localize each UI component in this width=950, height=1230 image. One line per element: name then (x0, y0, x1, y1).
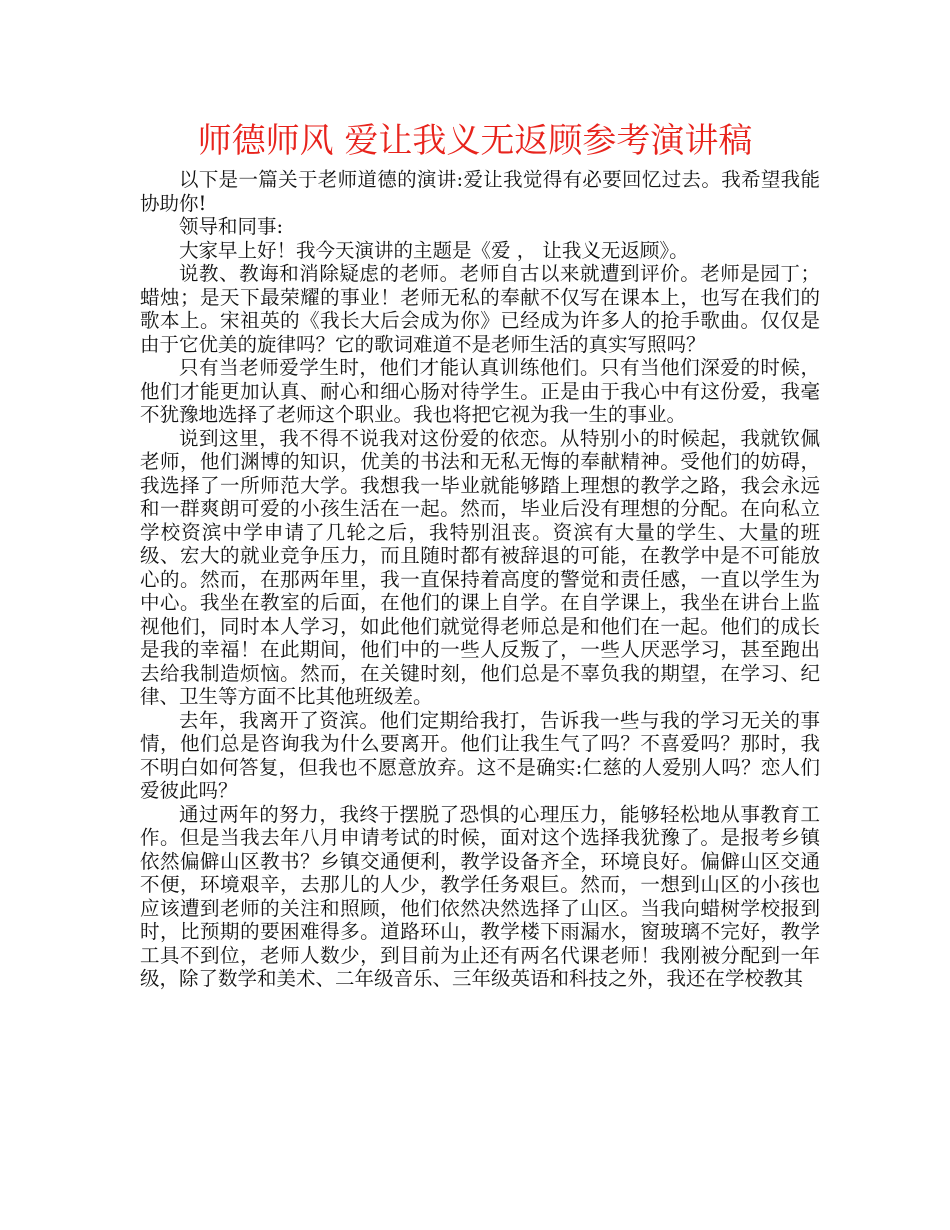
paragraph-intro: 以下是一篇关于老师道德的演讲:爱让我觉得有必要回忆过去。我希望我能协助你! (140, 168, 820, 215)
paragraph-love-students: 只有当老师爱学生时，他们才能认真训练他们。只有当他们深爱的时候，他们才能更加认真、耐心和细心肠对待学生。正是由于我心中有这份爱，我毫不犹豫地选择了老师这个职业。我也将把它视为我一生的事业。 (140, 356, 820, 426)
document-title: 师德师风 爱让我义无返顾参考演讲稿 (197, 121, 753, 161)
paragraph-zibin-years: 说到这里，我不得不说我对这份爱的依恋。从特别小的时候起，我就钦佩老师，他们渊博的知识，优美的书法和无私无悔的奉献精神。受他们的妨碍，我选择了一所师范大学。我想我一毕业就能够踏上理想的教学之路，我会永远和一群爽朗可爱的小孩生活在一起。然而，毕业后没有理想的分配。在向私立学校资滨中学申请了几轮之后，我特别沮丧。资滨有大量的学生、大量的班级、宏大的就业竞争压力，而且随时都有被辞退的可能，在教学中是不可能放心的。然而，在那两年里，我一直保持着高度的警觉和责任感，一直以学生为中心。我坐在教室的后面，在他们的课上自学。在自学课上，我坐在讲台上监视他们，同时本人学习，如此他们就觉得老师总是和他们在一起。他们的成长是我的幸福！在此期间，他们中的一些人反叛了，一些人厌恶学习，甚至跑出去给我制造烦恼。然而，在关键时刻，他们总是不辜负我的期望，在学习、纪律、卫生等方面不比其他班级差。 (140, 426, 820, 708)
paragraph-leaving-zibin: 去年，我离开了资滨。他们定期给我打，告诉我一些与我的学习无关的事情，他们总是咨询我为什么要离开。他们让我生气了吗？不喜爱吗？那时，我不明白如何答复，但我也不愿意放弃。这不是确实:仁慈的人爱别人吗？恋人们爱彼此吗？ (140, 708, 820, 802)
paragraph-mountain-school: 通过两年的努力，我终于摆脱了恐惧的心理压力，能够轻松地从事教育工作。但是当我去年八月申请考试的时候，面对这个选择我犹豫了。是报考乡镇依然偏僻山区教书？乡镇交通便利，教学设备齐全，环境良好。偏僻山区交通不便，环境艰辛，去那儿的人少，教学任务艰巨。然而，一想到山区的小孩也应该遭到老师的关注和照顾，他们依然决然选择了山区。当我向蜡树学校报到时，比预期的要困难得多。道路环山，教学楼下雨漏水，窗玻璃不完好，教学工具不到位，老师人数少，到目前为止还有两名代课老师！我刚被分配到一年级，除了数学和美术、二年级音乐、三年级英语和科技之外，我还在学校教其 (140, 802, 820, 990)
document-body (140, 168, 820, 991)
paragraph-greeting: 大家早上好！我今天演讲的主题是《爱 ， 让我义无返顾》。 (179, 238, 689, 262)
paragraph-salutation: 领导和同事: (179, 215, 284, 238)
paragraph-teacher-praise: 说教、教诲和消除疑虑的老师。老师自古以来就遭到评价。老师是园丁；蜡烛；是天下最荣耀的事业！老师无私的奉献不仅写在课本上，也写在我们的歌本上。宋祖英的《我长大后会成为你》已经成为许多人的抢手歌曲。仅仅是由于它优美的旋律吗？它的歌词难道不是老师生活的真实写照吗？ (140, 262, 820, 356)
